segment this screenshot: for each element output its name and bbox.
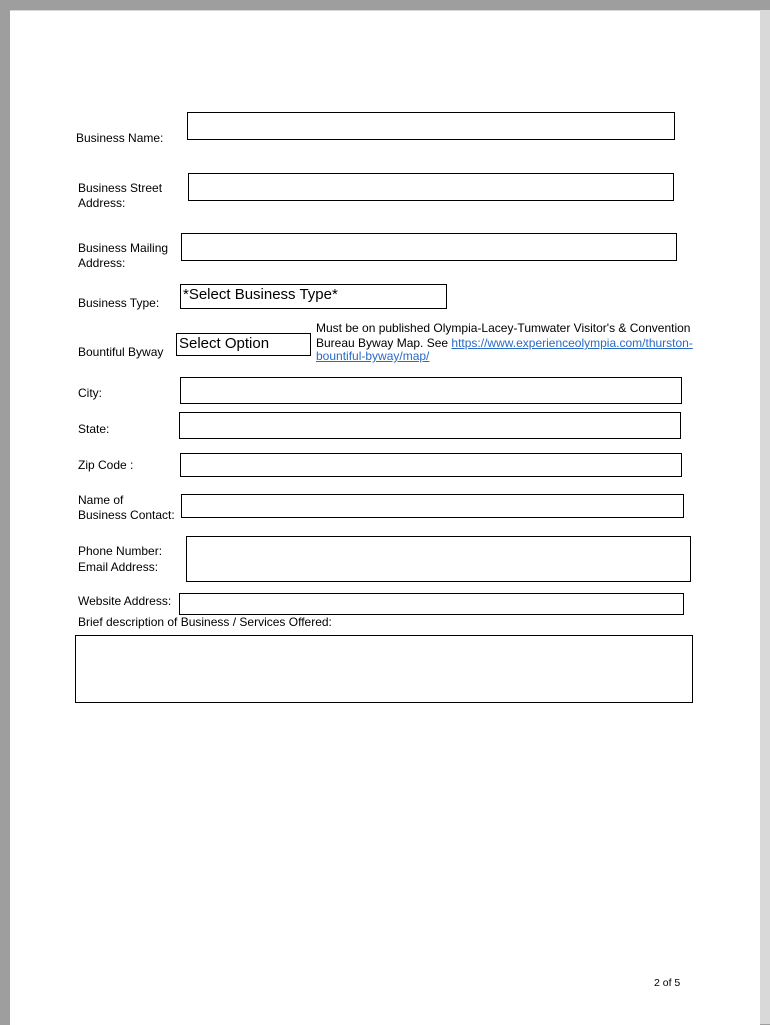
business-type-select[interactable]: *Select Business Type*	[180, 284, 447, 309]
page-edge	[760, 10, 770, 1024]
city-field[interactable]	[180, 377, 682, 404]
byway-note-prefix: Bureau Byway Map. See	[316, 336, 452, 350]
website-field[interactable]	[179, 593, 684, 615]
byway-note-line1: Must be on published Olympia-Lacey-Tumwater Visitor's & Convention	[316, 321, 691, 335]
business-name-field[interactable]	[187, 112, 675, 140]
phone-label: Phone Number:	[78, 544, 163, 558]
city-label: City:	[78, 386, 102, 400]
website-label: Website Address:	[78, 594, 172, 608]
street-address-label-line1: Business Street	[78, 181, 163, 195]
bountiful-byway-label: Bountiful Byway	[78, 345, 164, 359]
mailing-address-label-line2: Address:	[78, 255, 126, 270]
business-name-label: Business Name:	[76, 131, 164, 145]
mailing-address-label	[78, 241, 168, 270]
contact-field[interactable]	[181, 494, 684, 518]
mailing-address-field[interactable]	[181, 233, 677, 261]
business-type-label: Business Type:	[78, 296, 160, 310]
page-number: 2 of 5	[654, 977, 681, 989]
street-address-label	[78, 181, 162, 210]
zip-field[interactable]	[180, 453, 682, 477]
zip-label: Zip Code :	[78, 458, 134, 472]
state-field[interactable]	[179, 412, 681, 439]
contact-label-line2: Business Contact:	[78, 507, 175, 522]
mailing-address-label-line1: Business Mailing	[78, 241, 169, 255]
contact-label	[78, 493, 175, 522]
byway-note-line3	[316, 349, 716, 364]
byway-map-link[interactable]: https://www.experienceolympia.com/thurston-	[451, 336, 693, 350]
description-field[interactable]	[75, 635, 693, 703]
form-page	[10, 10, 760, 1025]
street-address-field[interactable]	[188, 173, 674, 201]
bountiful-byway-select[interactable]: Select Option	[176, 333, 311, 356]
state-label: State:	[78, 422, 110, 436]
phone-email-field[interactable]	[186, 536, 691, 582]
byway-note	[316, 321, 716, 364]
street-address-label-line2: Address:	[78, 195, 126, 210]
byway-map-link-cont[interactable]: bountiful-byway/map/	[316, 349, 430, 363]
contact-label-line1: Name of	[78, 493, 124, 507]
description-label: Brief description of Business / Services Offered:	[78, 615, 332, 629]
email-label: Email Address:	[78, 560, 159, 574]
